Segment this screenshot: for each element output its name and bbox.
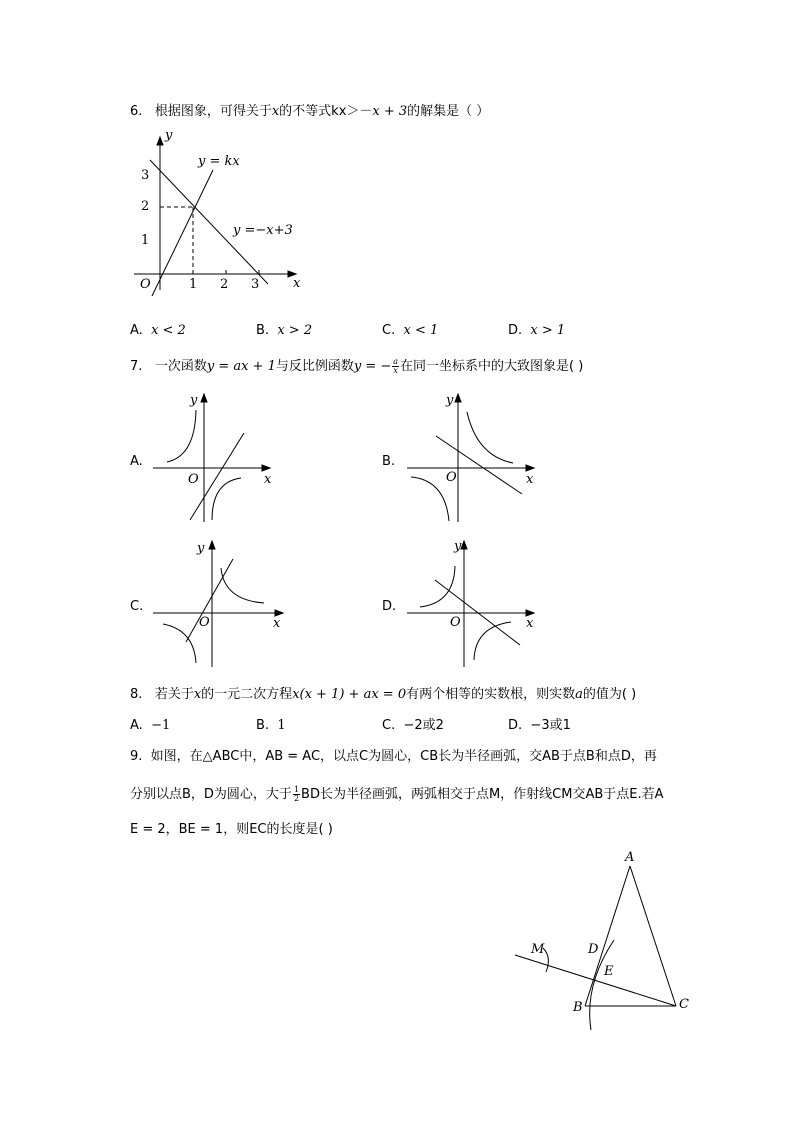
q6-option-c[interactable]: C. x < 1 xyxy=(382,323,439,338)
q9-fraction: $\frac{1}{2}$ xyxy=(293,785,300,803)
q7-fraction: $\frac{a}{x}$ xyxy=(393,357,399,375)
q6-number: 6. xyxy=(130,104,143,119)
q7-option-c[interactable]: C. xyxy=(130,599,144,614)
q9-label-m: M xyxy=(531,942,545,957)
q6-xtick-1: 1 xyxy=(189,277,198,292)
q6-label-line1: y = kx xyxy=(198,154,240,169)
q7-number: 7. xyxy=(130,359,143,374)
q7-option-d[interactable]: D. xyxy=(382,599,397,614)
q6-option-b[interactable]: B. x > 2 xyxy=(256,323,313,338)
q9-side-ac xyxy=(630,866,676,1006)
q9-side-ab xyxy=(585,866,630,1006)
q9-number: 9. xyxy=(130,749,143,764)
q6-ytick-1: 1 xyxy=(141,233,150,248)
q9-line-3: E = 2，BE = 1，则EC的长度是( ) xyxy=(130,822,333,837)
q9-label-a: A xyxy=(625,850,635,865)
q7-stem: 7. 一次函数y = ax + 1与反比例函数y = − $\frac{a}{x}$ 在同一坐标系中的大致图象是( ) xyxy=(130,357,584,375)
q6-xtick-3: 3 xyxy=(251,277,260,292)
q8-option-d[interactable]: D. −3或1 xyxy=(508,718,571,733)
q8-option-b[interactable]: B. 1 xyxy=(256,718,286,733)
q6-ytick-2: 2 xyxy=(141,199,150,214)
q6-label-line2: y =−x+3 xyxy=(233,223,293,238)
q9-label-c: C xyxy=(679,997,689,1012)
q8-option-c[interactable]: C. −2或2 xyxy=(382,718,444,733)
q9-line-2: 分别以点B，D为圆心，大于 $\frac{1}{2}$ BD长为半径画弧，两弧相交于点M，作射线CM交AB于点E.若A xyxy=(130,785,664,803)
q9-line-1: 9. 如图，在△ABC中，AB = AC，以点C为圆心，CB长为半径画弧，交AB于点B和点D，再 xyxy=(130,749,657,764)
q7-option-a[interactable]: A. xyxy=(130,454,143,469)
q6-xtick-2: 2 xyxy=(220,277,229,292)
q6-option-a[interactable]: A. x < 2 xyxy=(130,323,186,338)
q8-number: 8. xyxy=(130,687,143,702)
q6-option-d[interactable]: D. x > 1 xyxy=(508,323,566,338)
q9-ray-cm xyxy=(515,955,676,1006)
q9-label-b: B xyxy=(573,1000,583,1015)
q6-y-label: y xyxy=(165,128,173,143)
q9-label-e: E xyxy=(604,964,614,979)
q6-ytick-3: 3 xyxy=(141,168,150,183)
q7-option-b[interactable]: B. xyxy=(382,454,396,469)
q8-option-a[interactable]: A. −1 xyxy=(130,718,171,733)
q8-stem: 8. 若关于x的一元二次方程x(x + 1) + ax = 0有两个相等的实数根，则实数a的值为( ) xyxy=(130,687,637,702)
q9-label-d: D xyxy=(588,942,599,957)
q6-x-label: x xyxy=(293,276,301,291)
q6-stem: 6. 根据图象，可得关于x的不等式kx＞－x + 3的解集是（ ） xyxy=(130,104,490,119)
q6-origin-label: O xyxy=(140,277,151,292)
